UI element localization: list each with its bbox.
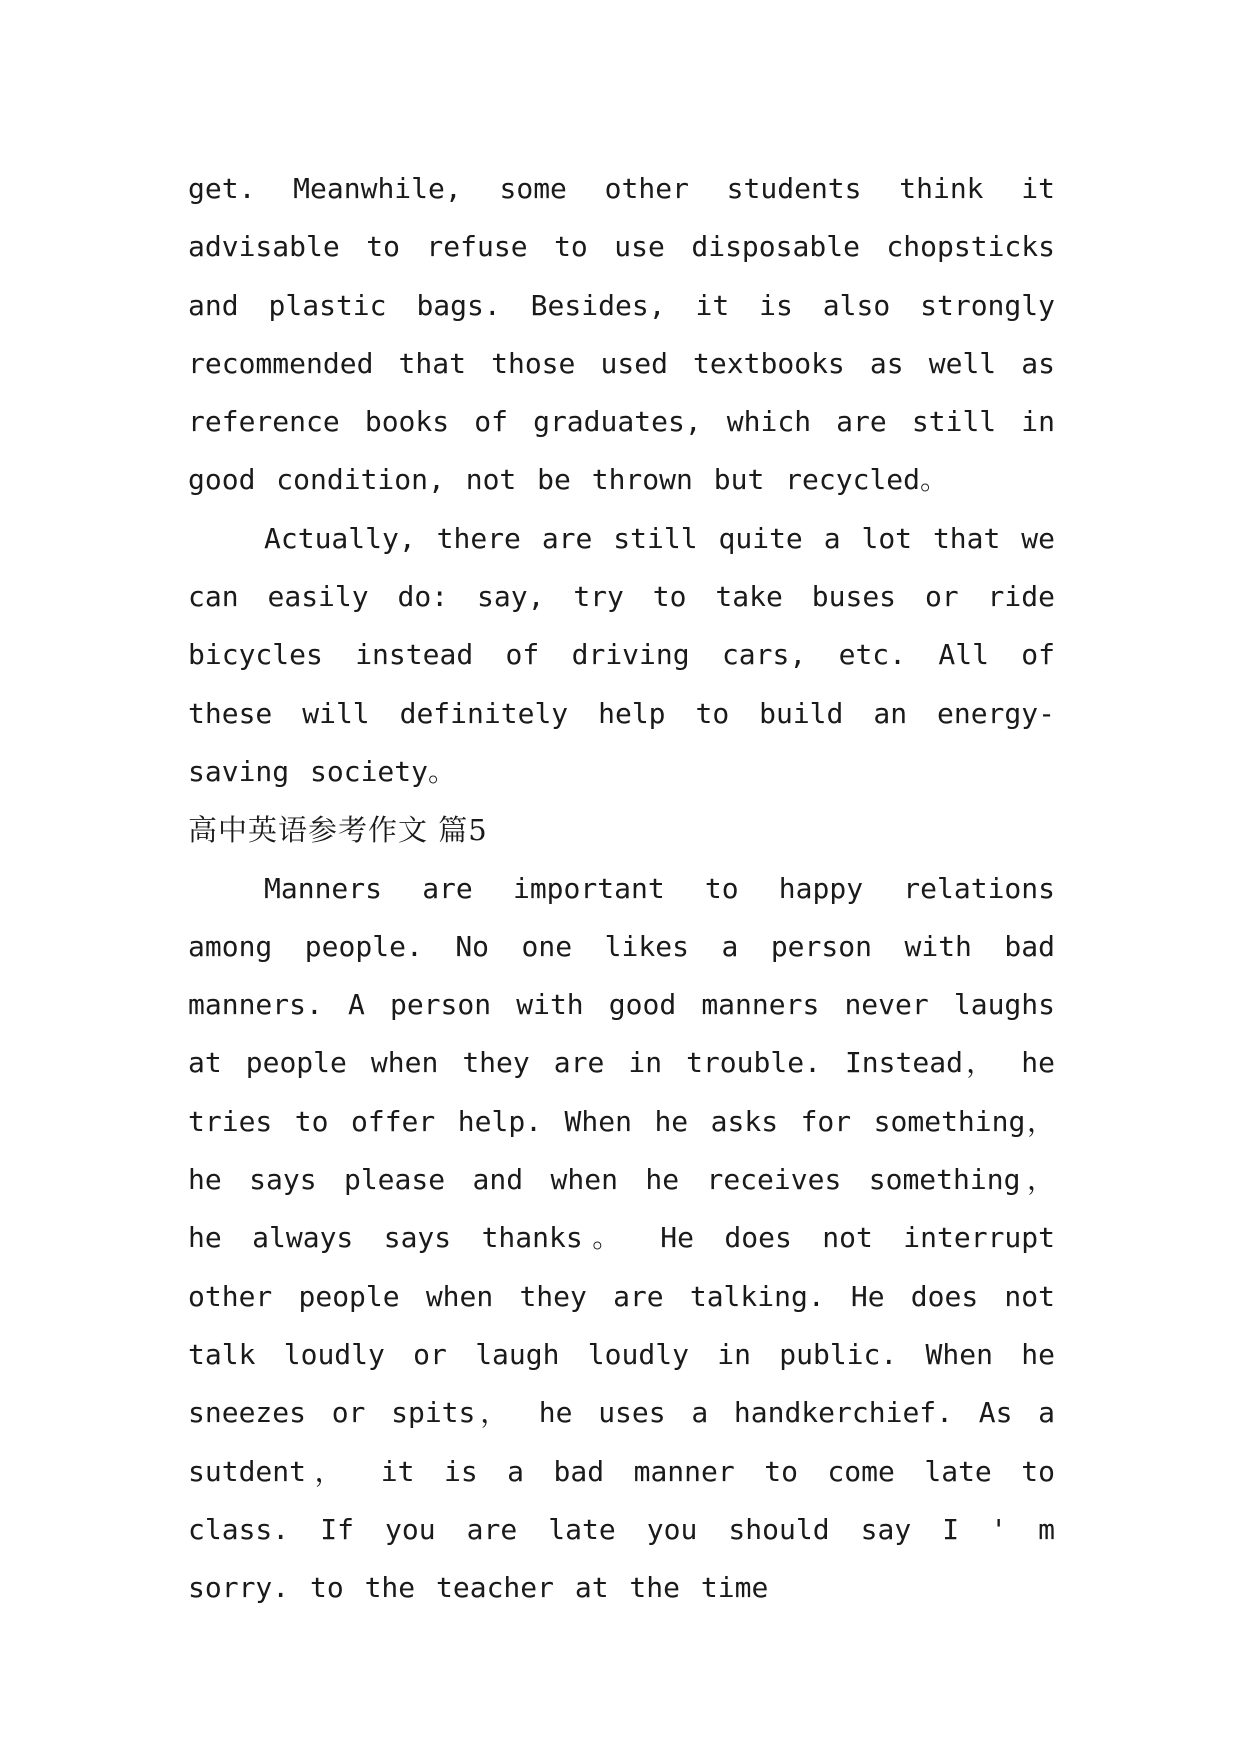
body-paragraph: Manners are important to happy relations among people. No one likes a person with bad manners. A person with good manners never laughs at people when they are in trouble. Instead， he tries to offer help. When he asks for something， he says please and when he receives something， he always says thanks。 He does not interrupt other people when they are talking. He does not talk loudly or laugh loudly in public. When he sneezes or spits， he uses a handkerchief. As a sutdent， it is a bad manner to come late to class. If you are late you should say I ' m sorry. to the teacher at the time (188, 871, 1055, 1605)
body-paragraph: get. Meanwhile, some other students think it advisable to refuse to use disposable chopsticks and plastic bags. Besides, it is also strongly recommended that those used textbooks as well as reference books of graduates, which are still in good condition, not be thrown but recycled。 (188, 172, 1055, 497)
section-heading: 高中英语参考作文 篇5 (188, 813, 488, 848)
document-page (188, 160, 1055, 1617)
body-paragraph: Actually, there are still quite a lot that we can easily do: say, try to take buses or ride bicycles instead of driving cars, etc. All of these will definitely help to build an energy-saving society。 (188, 521, 1055, 788)
